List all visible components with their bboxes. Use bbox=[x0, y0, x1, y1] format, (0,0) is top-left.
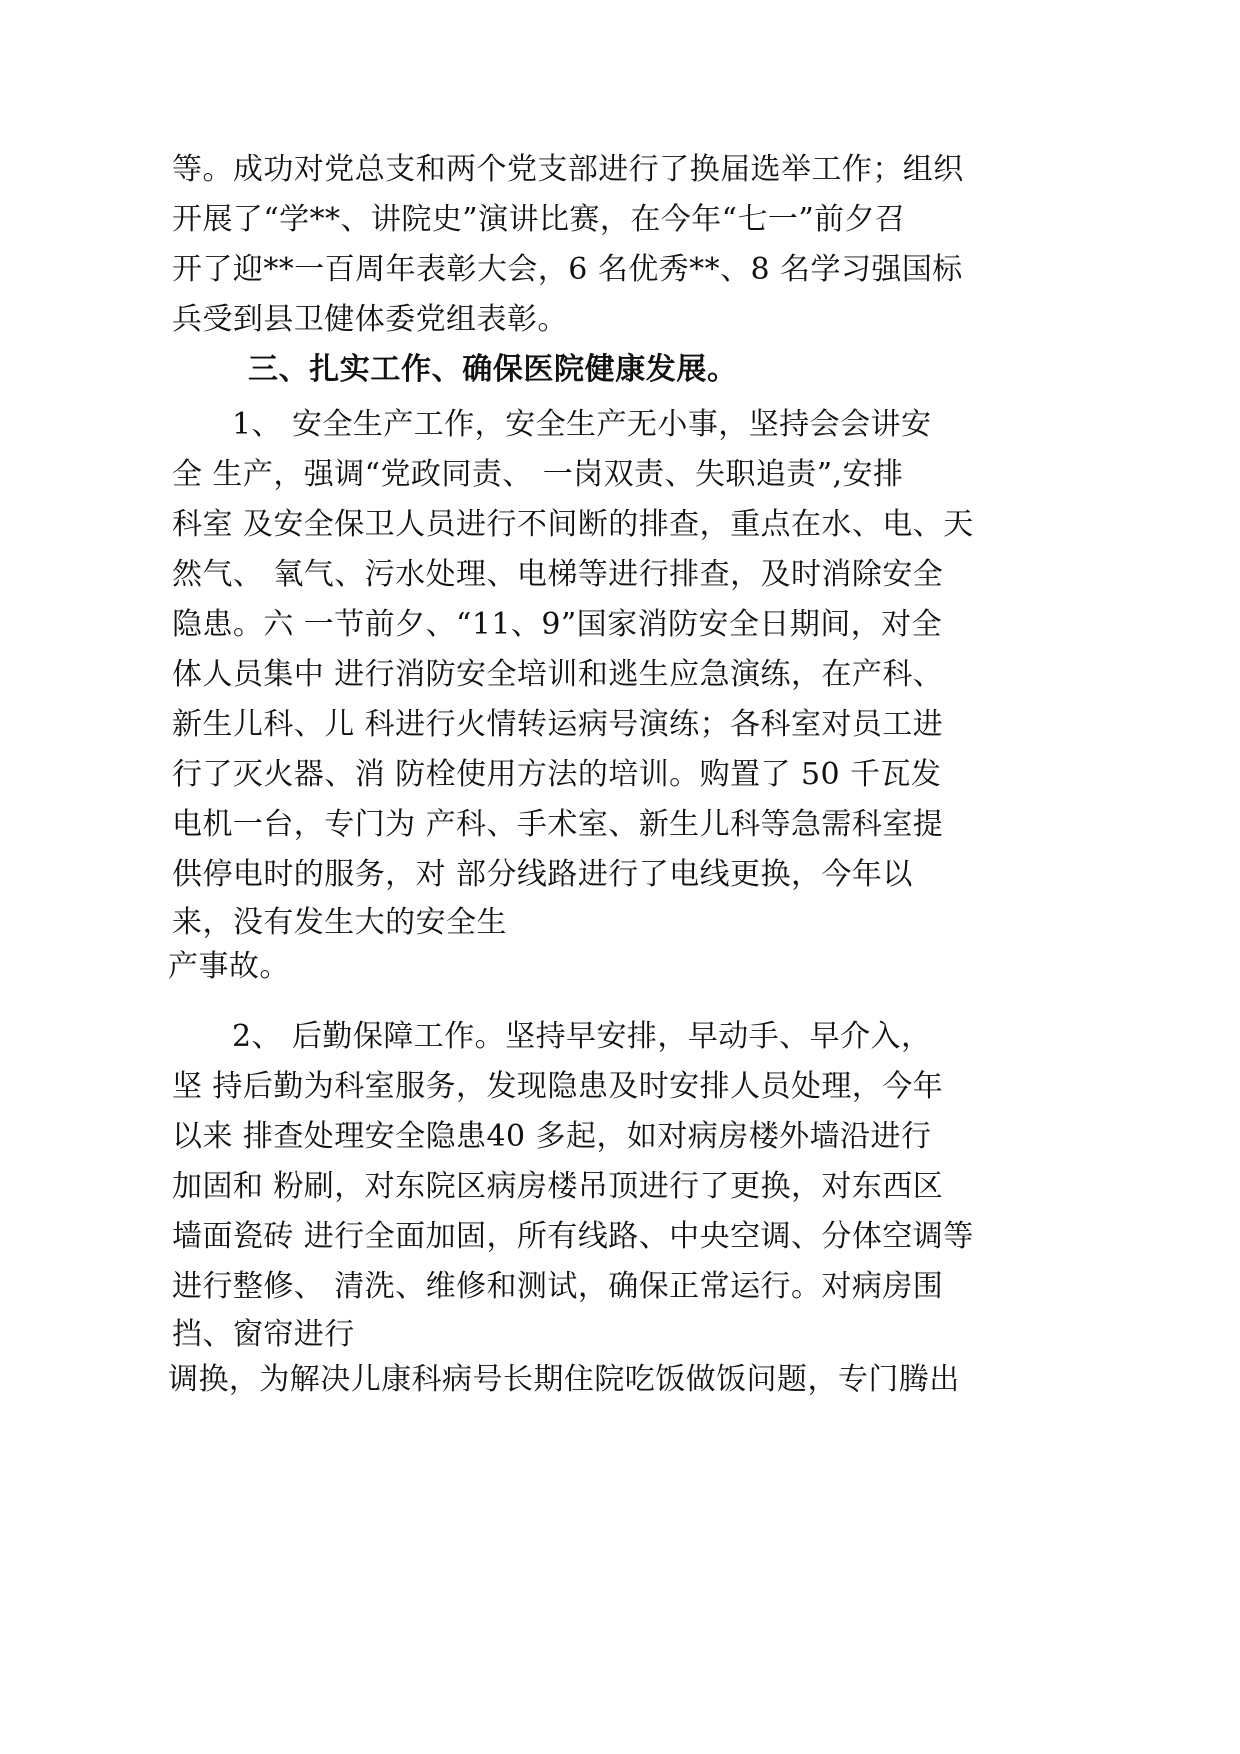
text-line: 开展了“学**、讲院史”演讲比赛，在今年“七一”前夕召 bbox=[172, 202, 906, 237]
text-line: 供停电时的服务，对 部分线路进行了电线更换，今年以 bbox=[172, 857, 913, 892]
text-line: 电机一台，专门为 产科、手术室、新生儿科等急需科室提 bbox=[172, 807, 944, 842]
text-line: 行了灭火器、消 防栓使用方法的培训。购置了 50 千瓦发 bbox=[172, 757, 942, 792]
text-line: 全 生产，强调“党政同责、 一岗双责、失职追责”,安排 bbox=[172, 457, 904, 492]
text-line: 隐患。六 一节前夕、“11、9”国家消防安全日期间，对全 bbox=[172, 607, 943, 642]
text-line: 加固和 粉刷，对东院区病房楼吊顶进行了更换，对东西区 bbox=[172, 1169, 944, 1204]
text-line: 然气、 氧气、污水处理、电梯等进行排查，及时消除安全 bbox=[172, 557, 944, 592]
text-line: 体人员集中 进行消防安全培训和逃生应急演练，在产科、 bbox=[172, 657, 944, 692]
text-line: 挡、窗帘进行 bbox=[172, 1317, 355, 1352]
text-line: 1、 安全生产工作，安全生产无小事，坚持会会讲安 bbox=[232, 407, 932, 442]
text-line: 产事故。 bbox=[168, 949, 290, 984]
text-line: 科室 及安全保卫人员进行不间断的排查，重点在水、电、天 bbox=[172, 507, 974, 542]
section-heading: 三、扎实工作、确保医院健康发展。 bbox=[248, 352, 738, 387]
text-line: 新生儿科、儿 科进行火情转运病号演练；各科室对员工进 bbox=[172, 707, 944, 742]
text-line: 2、 后勤保障工作。坚持早安排，早动手、早介入， bbox=[232, 1019, 932, 1054]
text-line: 坚 持后勤为科室服务，发现隐患及时安排人员处理，今年 bbox=[172, 1069, 944, 1104]
text-line: 兵受到县卫健体委党组表彰。 bbox=[172, 302, 568, 337]
text-line: 等。成功对党总支和两个党支部进行了换届选举工作；组织 bbox=[172, 152, 964, 187]
text-line: 以来 排查处理安全隐患40 多起，如对病房楼外墙沿进行 bbox=[172, 1119, 932, 1154]
text-line: 来，没有发生大的安全生 bbox=[172, 905, 507, 940]
text-line: 墙面瓷砖 进行全面加固，所有线路、中央空调、分体空调等 bbox=[172, 1219, 974, 1254]
text-line: 进行整修、 清洗、维修和测试，确保正常运行。对病房围 bbox=[172, 1269, 944, 1304]
text-line: 调换，为解决儿康科病号长期住院吃饭做饭问题，专门腾出 bbox=[168, 1362, 960, 1397]
text-line: 开了迎**一百周年表彰大会，6 名优秀**、8 名学习强国标 bbox=[172, 252, 963, 287]
